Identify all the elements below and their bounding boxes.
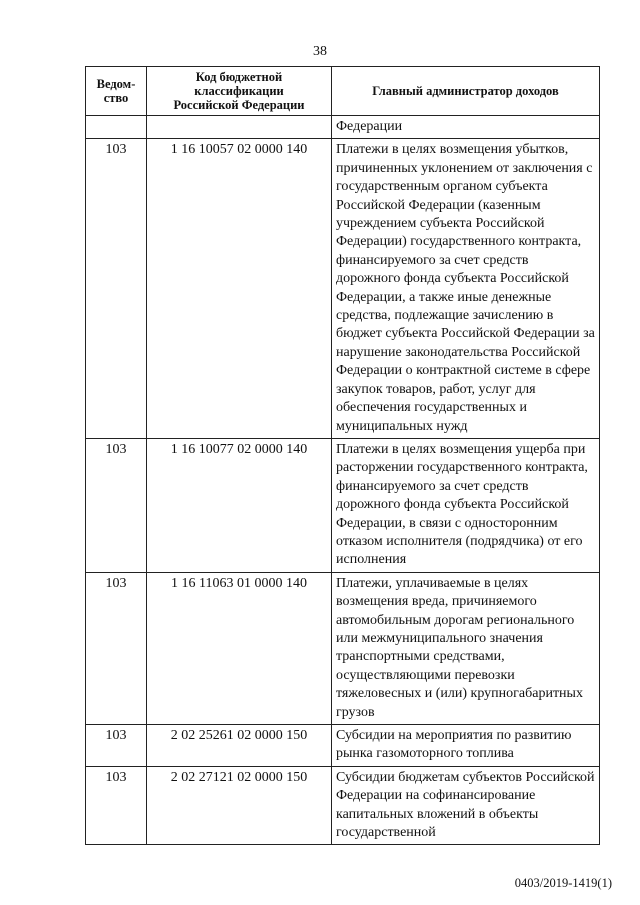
description-cell: Платежи в целях возмещения убытков, причиненных уклонением от заключения с государственным органом субъекта Российской Федерации (казенным учреждением субъекта Российской Федерации) государственного контракта, финансируемого за счет средств дорожного фонда субъекта Российской Федерации, а также иные денежные средства, подлежащие зачислению в бюджет субъекта Российской Федерации за нарушение законодательства Российской Федерации о контрактной системе в сфере закупок товаров, работ, услуг для обеспечения государственных и муниципальных нужд bbox=[332, 139, 600, 439]
header-administrator: Главный администратор доходов bbox=[332, 67, 600, 116]
continuation-text: Федерации bbox=[332, 116, 600, 139]
code-cell: 2 02 25261 02 0000 150 bbox=[147, 725, 332, 767]
department-cell: 103 bbox=[86, 438, 147, 572]
description-cell: Платежи, уплачиваемые в целях возмещения вреда, причиняемого автомобильным дорогам регионального или межмуниципального значения транспортными средствами, осуществляющими перевозки тяжеловесных и (или) крупногабаритных грузов bbox=[332, 572, 600, 724]
page-number: 38 bbox=[313, 44, 327, 59]
description-cell: Субсидии бюджетам субъектов Российской Федерации на софинансирование капитальных вложений в объекты государственной bbox=[332, 766, 600, 845]
budget-classification-table bbox=[85, 66, 600, 845]
code-cell: 1 16 10057 02 0000 140 bbox=[147, 139, 332, 439]
document-code: 0403/2019-1419(1) bbox=[514, 876, 612, 890]
table-row-continuation bbox=[86, 116, 600, 139]
code-cell: 1 16 10077 02 0000 140 bbox=[147, 438, 332, 572]
department-cell: 103 bbox=[86, 572, 147, 724]
header-department: Ведом- ство bbox=[86, 67, 147, 116]
table-row bbox=[86, 139, 600, 439]
table-row bbox=[86, 572, 600, 724]
continuation-code-cell bbox=[147, 116, 332, 139]
department-cell: 103 bbox=[86, 766, 147, 845]
header-code: Код бюджетной классификации Российской Федерации bbox=[147, 67, 332, 116]
code-cell: 1 16 11063 01 0000 140 bbox=[147, 572, 332, 724]
description-cell: Платежи в целях возмещения ущерба при расторжении государственного контракта, финансируемого за счет средств дорожного фонда субъекта Российской Федерации, в связи с односторонним отказом исполнителя (подрядчика) от его исполнения bbox=[332, 438, 600, 572]
table-row bbox=[86, 725, 600, 767]
table-row bbox=[86, 766, 600, 845]
continuation-department-cell bbox=[86, 116, 147, 139]
table-row bbox=[86, 438, 600, 572]
table-header-row bbox=[86, 67, 600, 116]
description-cell: Субсидии на мероприятия по развитию рынка газомоторного топлива bbox=[332, 725, 600, 767]
department-cell: 103 bbox=[86, 725, 147, 767]
department-cell: 103 bbox=[86, 139, 147, 439]
code-cell: 2 02 27121 02 0000 150 bbox=[147, 766, 332, 845]
